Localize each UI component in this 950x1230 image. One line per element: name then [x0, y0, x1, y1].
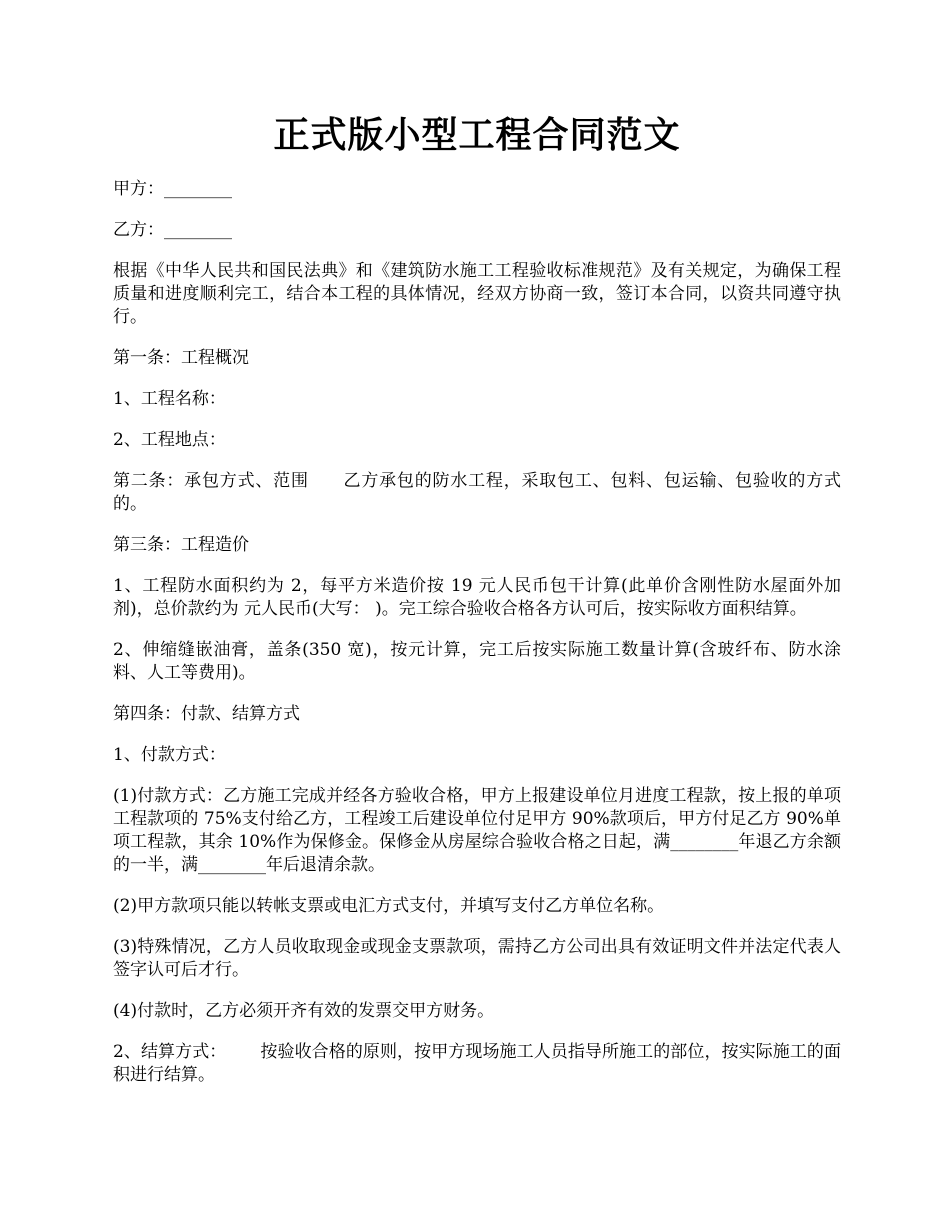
article2-heading: 第二条：承包方式、范围 — [113, 471, 309, 491]
article4-item2-label: 2、结算方式： — [113, 1042, 227, 1062]
article3-heading: 第三条：工程造价 — [113, 535, 249, 555]
preamble-paragraph: 根据《中华人民共和国民法典》和《建筑防水施工工程验收标准规范》及有关规定，为确保工程质量和进度顺利完工，结合本工程的具体情况，经双方协商一致，签订本合同，以资共同遵守执行。 — [113, 261, 841, 327]
article2-paragraph — [113, 470, 841, 516]
article4-heading: 第四条：付款、结算方式 — [113, 704, 300, 724]
article3-item1: 1、工程防水面积约为 2，每平方米造价按 19 元人民币包干计算(此单价含刚性防水屋面外加剂)，总价款约为 元人民币(大写： )。完工综合验收合格各方认可后，按实际收方面积结算。 — [113, 576, 841, 619]
article4-item1: 1、付款方式： — [113, 745, 226, 765]
party-a-line: 甲方：________ — [113, 179, 232, 199]
article4-sub4: (4)付款时，乙方必须开齐有效的发票交甲方财务。 — [113, 1001, 495, 1021]
article4-sub1: (1)付款方式：乙方施工完成并经各方验收合格，甲方上报建设单位月进度工程款，按上报的单项工程款项的 75%支付给乙方，工程竣工后建设单位付足甲方 90%款项后，甲方付足乙方 90%单项工程款，其余 10%作为保修金。保修金从房屋综合验收合格之日起，满________年退乙方余额的一半，满________年后退清余款。 — [113, 786, 841, 875]
article1-project-name: 1、工程名称： — [113, 389, 226, 409]
article4-item2-body: 按验收合格的原则，按甲方现场施工人员指导所施工的部位，按实际施工的面积进行结算。 — [113, 1042, 841, 1085]
article4-sub3: (3)特殊情况，乙方人员收取现金或现金支票款项，需持乙方公司出具有效证明文件并法定代表人签字认可后才行。 — [113, 937, 841, 980]
party-b-line: 乙方：________ — [113, 220, 232, 240]
article4-item2 — [113, 1041, 841, 1087]
article1-heading: 第一条：工程概况 — [113, 348, 249, 368]
document-title: 正式版小型工程合同范文 — [273, 114, 681, 156]
contract-page — [113, 110, 841, 1105]
article1-project-location: 2、工程地点： — [113, 430, 226, 450]
article3-item2: 2、伸缩缝嵌油膏，盖条(350 宽)，按元计算，完工后按实际施工数量计算(含玻纤布、防水涂料、人工等费用)。 — [113, 640, 841, 683]
article4-sub2: (2)甲方款项只能以转帐支票或电汇方式支付，并填写支付乙方单位名称。 — [113, 896, 665, 916]
article2-body: 乙方承包的防水工程，采取包工、包料、包运输、包验收的方式的。 — [113, 471, 842, 514]
